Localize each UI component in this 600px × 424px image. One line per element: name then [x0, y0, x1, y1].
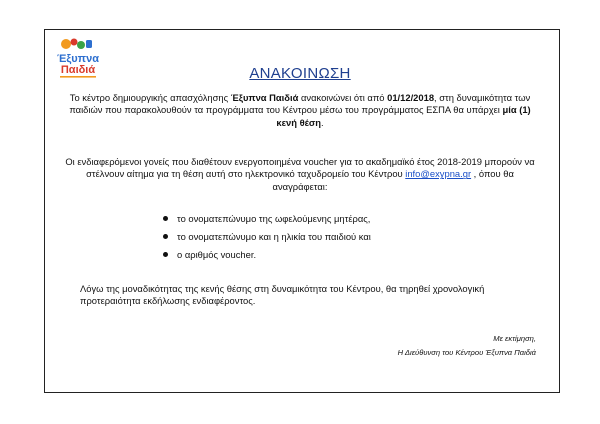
para1-seat: μία (1) κενή θέση [276, 104, 531, 128]
para1-text-3: , στη δυναμικότητα των παιδιών που παρακολουθούν τα προγράμματα του Κέντρου μέσω του προγράμματος ΕΣΠΑ θα υπάρχει [69, 92, 531, 116]
paragraph-priority: Λόγω της μοναδικότητας της κενής θέσης στη δυναμικότητα του Κέντρου, θα τηρηθεί χρονολογική προτεραιότητα εκδήλωσης ενδιαφέροντος. [80, 283, 485, 307]
signature-block [398, 332, 536, 360]
paragraph-application [60, 156, 540, 193]
email-link[interactable]: info@exypna.gr [405, 168, 472, 180]
logo-brand-line2: Παιδιά [60, 64, 96, 76]
logo-brand-line1: Έξυπνα [57, 53, 99, 65]
para1-brand: Έξυπνα Παιδιά [230, 92, 299, 103]
para1-text-4: . [321, 116, 324, 128]
para1-text-2: ανακοινώνει ότι από [298, 92, 388, 103]
signature-greeting: Με εκτίμηση, [493, 334, 536, 343]
signature-sender: Η Διεύθυνση του Κέντρου Έξυπνα Παιδιά [397, 348, 536, 357]
list-item: το ονοματεπώνυμο της ωφελούμενης μητέρας, [163, 212, 371, 230]
para2-text-1: Οι ενδιαφερόμενοι γονείς που διαθέτουν ενεργοποιημένα voucher για το ακαδημαϊκό έτος 2018-2019 μπορούν να στέλνουν αίτημα για τη θέση αυτή στο ηλεκτρονικό ταχυδρομείο του Κέντρου [65, 156, 535, 180]
logo-leaf-icon [77, 41, 85, 49]
list-item: ο αριθμός voucher. [163, 248, 371, 266]
logo-sun-icon [61, 39, 71, 49]
paragraph-vacancy [60, 92, 540, 129]
para2-text-2: , όπου θα αναγράφεται: [272, 168, 514, 192]
para1-text-1: Το κέντρο δημιουργικής απασχόλησης [69, 92, 231, 103]
para1-date: 01/12/2018 [387, 92, 435, 103]
logo-block-icon [86, 40, 92, 48]
list-item: το ονοματεπώνυμο και η ηλικία του παιδιού και [163, 230, 371, 248]
page-title: ΑΝΑΚΟΙΝΩΣΗ [249, 65, 351, 82]
logo-ball-icon [71, 39, 78, 46]
requirements-list [163, 212, 371, 266]
